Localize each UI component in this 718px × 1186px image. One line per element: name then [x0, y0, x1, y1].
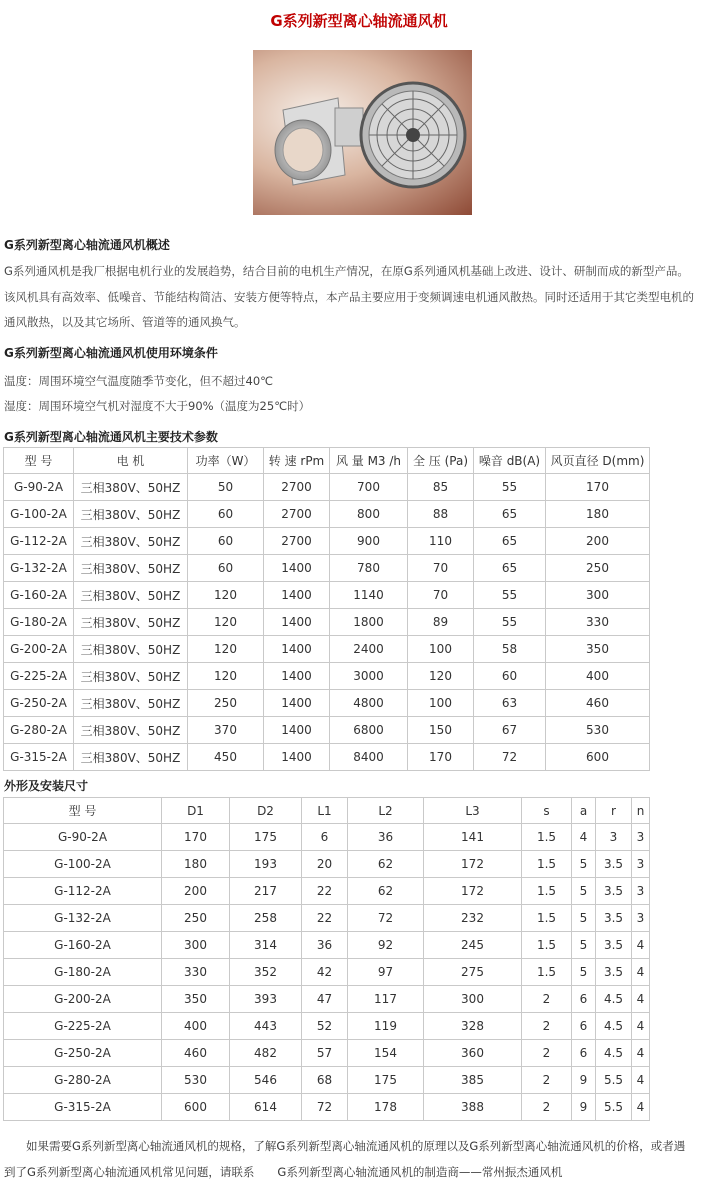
table-cell: 900 [330, 528, 408, 555]
table-cell: 1400 [264, 744, 330, 771]
table-cell: 2700 [264, 474, 330, 501]
table-cell: 2400 [330, 636, 408, 663]
spec_table-header-cell: 风页直径 D(mm) [546, 448, 650, 474]
table-cell: 1.5 [522, 959, 572, 986]
table-cell: 170 [408, 744, 474, 771]
table-cell: 60 [474, 663, 546, 690]
table-cell: 三相380V、50HZ [74, 663, 188, 690]
table-cell: 200 [546, 528, 650, 555]
table-cell: 85 [408, 474, 474, 501]
table-cell: 400 [546, 663, 650, 690]
table-cell: 3.5 [596, 932, 632, 959]
table-cell: 4 [632, 986, 650, 1013]
table-cell: 4.5 [596, 1013, 632, 1040]
table-cell: 三相380V、50HZ [74, 744, 188, 771]
table-cell: 2 [522, 1013, 572, 1040]
table-row [4, 824, 650, 851]
table-row [4, 878, 650, 905]
table-cell: G-100-2A [4, 851, 162, 878]
table-cell: G-200-2A [4, 986, 162, 1013]
table-cell: G-160-2A [4, 932, 162, 959]
table-cell: G-132-2A [4, 555, 74, 582]
table-cell: 170 [162, 824, 230, 851]
table-cell: 217 [230, 878, 302, 905]
table-cell: 250 [546, 555, 650, 582]
footer-text [4, 1133, 716, 1185]
table-cell: 600 [162, 1094, 230, 1121]
table-cell: G-250-2A [4, 690, 74, 717]
table-cell: 2 [522, 1094, 572, 1121]
table-row [4, 905, 650, 932]
table-cell: 330 [546, 609, 650, 636]
table-cell: 3 [632, 878, 650, 905]
table-cell: 4 [632, 1067, 650, 1094]
table-cell: 65 [474, 528, 546, 555]
table-cell: 36 [348, 824, 424, 851]
spec-heading: G系列新型离心轴流通风机主要技术参数 [4, 430, 218, 444]
table-cell: 55 [474, 474, 546, 501]
table-cell: 2 [522, 1040, 572, 1067]
table-cell: 120 [188, 663, 264, 690]
table-cell: 200 [162, 878, 230, 905]
table-cell: 328 [424, 1013, 522, 1040]
table-cell: G-112-2A [4, 878, 162, 905]
table-cell: 1.5 [522, 824, 572, 851]
table-cell: 60 [188, 501, 264, 528]
table-cell: 5 [572, 905, 596, 932]
table-cell: 178 [348, 1094, 424, 1121]
table-cell: 2 [522, 986, 572, 1013]
table-cell: 63 [474, 690, 546, 717]
table-cell: 275 [424, 959, 522, 986]
dim_table-header-cell: D1 [162, 798, 230, 824]
table-cell: 3.5 [596, 959, 632, 986]
table-cell: 5 [572, 959, 596, 986]
table-cell: 36 [302, 932, 348, 959]
spec_table-header-cell: 电 机 [74, 448, 188, 474]
table-cell: 62 [348, 878, 424, 905]
table-cell: 370 [188, 717, 264, 744]
spec_table-header-cell: 转 速 rPm [264, 448, 330, 474]
table-cell: 258 [230, 905, 302, 932]
table-cell: 88 [408, 501, 474, 528]
table-cell: 22 [302, 905, 348, 932]
dim_table-header-cell: D2 [230, 798, 302, 824]
table-cell: 141 [424, 824, 522, 851]
table-cell: G-250-2A [4, 1040, 162, 1067]
table-cell: 100 [408, 690, 474, 717]
table-cell: 6 [572, 1040, 596, 1067]
table-cell: 55 [474, 609, 546, 636]
table-cell: 700 [330, 474, 408, 501]
table-cell: 1.5 [522, 851, 572, 878]
table-cell: 360 [424, 1040, 522, 1067]
table-cell: 170 [546, 474, 650, 501]
dim_table-header-cell: 型 号 [4, 798, 162, 824]
dim-table [3, 797, 650, 1121]
table-cell: 2700 [264, 501, 330, 528]
page-title: G系列新型离心轴流通风机 [270, 12, 448, 30]
table-row [4, 690, 650, 717]
table-cell: 5.5 [596, 1067, 632, 1094]
table-cell: 232 [424, 905, 522, 932]
table-cell: 460 [546, 690, 650, 717]
table-cell: 150 [408, 717, 474, 744]
table-cell: 120 [188, 582, 264, 609]
table-cell: G-225-2A [4, 1013, 162, 1040]
table-cell: 68 [302, 1067, 348, 1094]
table-cell: 60 [188, 555, 264, 582]
dim_table-header-cell: L1 [302, 798, 348, 824]
spec_table-header-cell: 型 号 [4, 448, 74, 474]
table-cell: 119 [348, 1013, 424, 1040]
env-line-1: 温度：周围环境空气温度随季节变化，但不超过40℃ [4, 374, 274, 388]
table-cell: 530 [546, 717, 650, 744]
table-cell: 175 [348, 1067, 424, 1094]
table-cell: 388 [424, 1094, 522, 1121]
table-cell: 400 [162, 1013, 230, 1040]
table-cell: 1.5 [522, 878, 572, 905]
table-cell: 22 [302, 878, 348, 905]
dim_table-header-cell: s [522, 798, 572, 824]
table-row [4, 582, 650, 609]
product-photo [253, 50, 472, 215]
table-cell: 175 [230, 824, 302, 851]
table-cell: 50 [188, 474, 264, 501]
table-row [4, 717, 650, 744]
footer-line-1: 如果需要G系列新型离心轴流通风机的规格，了解G系列新型离心轴流通风机的原理以及G系列新型离心轴流通风机的价格，或者遇 [26, 1139, 686, 1153]
table-cell: 352 [230, 959, 302, 986]
table-cell: 1400 [264, 717, 330, 744]
table-cell: G-160-2A [4, 582, 74, 609]
table-cell: 120 [188, 609, 264, 636]
table-cell: 1400 [264, 582, 330, 609]
table-cell: G-315-2A [4, 1094, 162, 1121]
table-cell: 9 [572, 1067, 596, 1094]
table-cell: 6 [302, 824, 348, 851]
dim-heading: 外形及安装尺寸 [4, 779, 89, 793]
table-cell: 300 [162, 932, 230, 959]
table-row [4, 528, 650, 555]
spec-table [3, 447, 650, 771]
spec_table-header-cell: 功率（W） [188, 448, 264, 474]
dim_table-header-cell: n [632, 798, 650, 824]
table-cell: 2700 [264, 528, 330, 555]
table-cell: 4 [632, 1040, 650, 1067]
table-cell: 172 [424, 851, 522, 878]
table-row [4, 609, 650, 636]
table-cell: 20 [302, 851, 348, 878]
table-cell: 72 [474, 744, 546, 771]
table-cell: 三相380V、50HZ [74, 528, 188, 555]
table-cell: 4.5 [596, 986, 632, 1013]
table-cell: 193 [230, 851, 302, 878]
table-cell: 89 [408, 609, 474, 636]
table-cell: G-200-2A [4, 636, 74, 663]
table-cell: G-90-2A [4, 474, 74, 501]
table-cell: 92 [348, 932, 424, 959]
table-cell: 42 [302, 959, 348, 986]
overview-line-2: 该风机具有高效率、低噪音、节能结构简洁、安装方便等特点，本产品主要应用于变频调速电机通风散热。同时还适用于其它类型电机的 [4, 290, 694, 304]
spec_table-header-cell: 风 量 M3 /h [330, 448, 408, 474]
table-cell: 1400 [264, 555, 330, 582]
table-cell: 5 [572, 878, 596, 905]
env-heading: G系列新型离心轴流通风机使用环境条件 [4, 346, 218, 360]
table-row [4, 932, 650, 959]
table-cell: 52 [302, 1013, 348, 1040]
table-row [4, 1094, 650, 1121]
table-cell: 443 [230, 1013, 302, 1040]
table-cell: 1400 [264, 690, 330, 717]
dim-header-row [4, 798, 650, 824]
table-cell: 3 [632, 824, 650, 851]
table-cell: 450 [188, 744, 264, 771]
table-cell: 1400 [264, 663, 330, 690]
table-row [4, 1067, 650, 1094]
table-cell: 67 [474, 717, 546, 744]
table-row [4, 851, 650, 878]
dim_table-header-cell: a [572, 798, 596, 824]
table-row [4, 474, 650, 501]
table-cell: 58 [474, 636, 546, 663]
table-cell: 3.5 [596, 851, 632, 878]
table-cell: 780 [330, 555, 408, 582]
table-cell: 110 [408, 528, 474, 555]
table-cell: 1140 [330, 582, 408, 609]
table-cell: 3 [596, 824, 632, 851]
table-cell: 330 [162, 959, 230, 986]
table-cell: G-280-2A [4, 717, 74, 744]
table-row [4, 959, 650, 986]
table-cell: 180 [546, 501, 650, 528]
table-cell: G-100-2A [4, 501, 74, 528]
table-cell: 70 [408, 555, 474, 582]
table-cell: 546 [230, 1067, 302, 1094]
table-cell: 5 [572, 851, 596, 878]
table-cell: 62 [348, 851, 424, 878]
table-cell: 800 [330, 501, 408, 528]
table-cell: 70 [408, 582, 474, 609]
table-cell: 97 [348, 959, 424, 986]
table-cell: 57 [302, 1040, 348, 1067]
dim_table-header-cell: L2 [348, 798, 424, 824]
table-cell: 4 [632, 1013, 650, 1040]
table-cell: 三相380V、50HZ [74, 636, 188, 663]
table-cell: 3.5 [596, 905, 632, 932]
table-cell: 1.5 [522, 905, 572, 932]
table-cell: 300 [424, 986, 522, 1013]
table-row [4, 555, 650, 582]
table-cell: 72 [302, 1094, 348, 1121]
spec_table-header-cell: 全 压 (Pa) [408, 448, 474, 474]
table-cell: 60 [188, 528, 264, 555]
table-cell: 482 [230, 1040, 302, 1067]
overview-heading: G系列新型离心轴流通风机概述 [4, 238, 170, 252]
table-cell: 100 [408, 636, 474, 663]
table-cell: 530 [162, 1067, 230, 1094]
table-cell: 460 [162, 1040, 230, 1067]
table-cell: 65 [474, 555, 546, 582]
dim_table-header-cell: L3 [424, 798, 522, 824]
table-cell: G-132-2A [4, 905, 162, 932]
footer-line-2: 到了G系列新型离心轴流通风机常见问题，请联系 G系列新型离心轴流通风机的制造商——常州振杰通风机 [4, 1165, 563, 1179]
table-cell: 三相380V、50HZ [74, 609, 188, 636]
table-cell: 172 [424, 878, 522, 905]
table-cell: 三相380V、50HZ [74, 582, 188, 609]
table-cell: 117 [348, 986, 424, 1013]
table-cell: G-180-2A [4, 609, 74, 636]
table-cell: 3000 [330, 663, 408, 690]
table-cell: 6 [572, 1013, 596, 1040]
env-line-2: 湿度：周围环境空气机对湿度不大于90%（温度为25℃时） [4, 399, 311, 413]
table-row [4, 1013, 650, 1040]
table-cell: 120 [188, 636, 264, 663]
overview-line-1: G系列通风机是我厂根据电机行业的发展趋势，结合目前的电机生产情况，在原G系列通风机基础上改进、设计、研制而成的新型产品。 [4, 264, 689, 278]
table-cell: 314 [230, 932, 302, 959]
table-cell: 4 [632, 932, 650, 959]
table-cell: 9 [572, 1094, 596, 1121]
table-cell: 1.5 [522, 932, 572, 959]
table-cell: 72 [348, 905, 424, 932]
table-cell: G-90-2A [4, 824, 162, 851]
table-cell: 350 [546, 636, 650, 663]
table-cell: 300 [546, 582, 650, 609]
table-cell: 4800 [330, 690, 408, 717]
table-cell: 5 [572, 932, 596, 959]
table-cell: 4 [632, 959, 650, 986]
table-row [4, 501, 650, 528]
table-cell: 245 [424, 932, 522, 959]
table-cell: 55 [474, 582, 546, 609]
table-cell: 3.5 [596, 878, 632, 905]
table-cell: 3 [632, 905, 650, 932]
table-cell: 1800 [330, 609, 408, 636]
table-cell: 三相380V、50HZ [74, 717, 188, 744]
table-row [4, 1040, 650, 1067]
table-cell: 2 [522, 1067, 572, 1094]
table-cell: 250 [162, 905, 230, 932]
table-cell: 4 [572, 824, 596, 851]
table-cell: 6800 [330, 717, 408, 744]
table-row [4, 663, 650, 690]
table-cell: 三相380V、50HZ [74, 501, 188, 528]
table-cell: 三相380V、50HZ [74, 555, 188, 582]
table-cell: 250 [188, 690, 264, 717]
table-cell: 3 [632, 851, 650, 878]
overview-line-3: 通风散热，以及其它场所、管道等的通风换气。 [4, 315, 246, 329]
table-cell: 393 [230, 986, 302, 1013]
table-cell: 5.5 [596, 1094, 632, 1121]
table-cell: G-112-2A [4, 528, 74, 555]
table-cell: G-280-2A [4, 1067, 162, 1094]
table-row [4, 636, 650, 663]
table-cell: 154 [348, 1040, 424, 1067]
table-cell: G-180-2A [4, 959, 162, 986]
table-cell: 120 [408, 663, 474, 690]
dim_table-header-cell: r [596, 798, 632, 824]
table-cell: 三相380V、50HZ [74, 474, 188, 501]
table-cell: G-225-2A [4, 663, 74, 690]
table-cell: 1400 [264, 636, 330, 663]
table-cell: 三相380V、50HZ [74, 690, 188, 717]
table-cell: G-315-2A [4, 744, 74, 771]
table-cell: 47 [302, 986, 348, 1013]
table-cell: 600 [546, 744, 650, 771]
table-cell: 385 [424, 1067, 522, 1094]
table-row [4, 744, 650, 771]
table-cell: 65 [474, 501, 546, 528]
table-cell: 180 [162, 851, 230, 878]
table-cell: 1400 [264, 609, 330, 636]
table-cell: 614 [230, 1094, 302, 1121]
table-row [4, 986, 650, 1013]
spec-header-row [4, 448, 650, 474]
table-cell: 4 [632, 1094, 650, 1121]
spec_table-header-cell: 噪音 dB(A) [474, 448, 546, 474]
table-cell: 4.5 [596, 1040, 632, 1067]
table-cell: 350 [162, 986, 230, 1013]
table-cell: 8400 [330, 744, 408, 771]
table-cell: 6 [572, 986, 596, 1013]
